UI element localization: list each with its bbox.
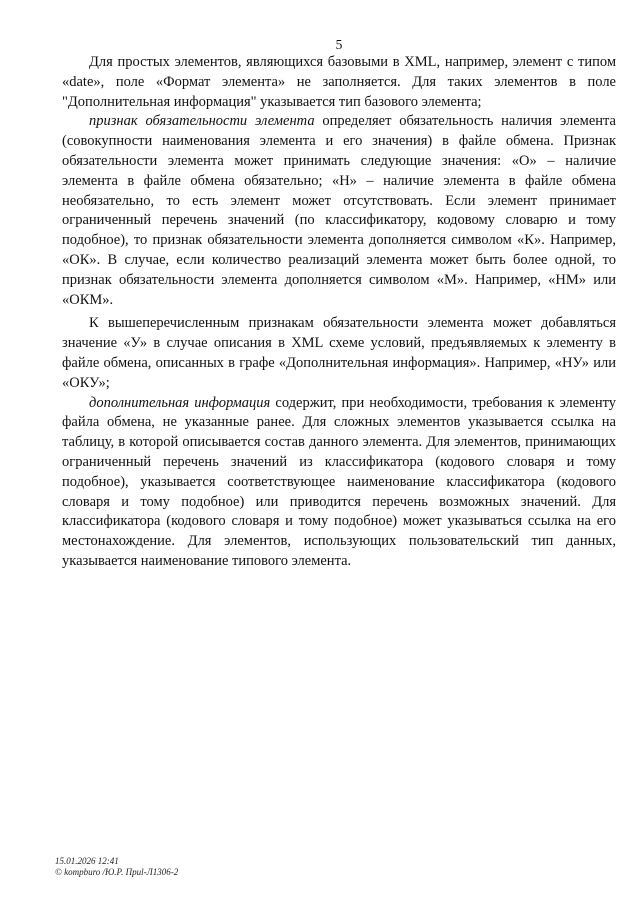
footer-timestamp: 15.01.2026 12:41 <box>55 856 119 866</box>
paragraph-mandatory-flag <box>62 112 616 310</box>
page-number: 5 <box>335 37 343 52</box>
term-additional-info: дополнительная информация <box>89 394 271 411</box>
document-body <box>62 53 616 572</box>
additional-info-text: содержит, при необходимости, требования к элементу файла обмена, не указанные ранее. Для сложных элементов указывается ссылка на таблицу, в которой описывается состав данного элемента. Для элементов, принимающих ограниченный перечень значений из классификатора (кодового словаря и тому подобное), указывается соответствующее наименование классификатора (кодового словаря и тому подобное) или приводится перечень возможных значений. Для классификатора (кодового словаря и тому подобное) может указываться ссылка на его местонахождение. Для элементов, использующих пользовательский тип данных, указывается наименование типового элемента. <box>62 394 616 569</box>
paragraph-additional-info <box>62 394 616 572</box>
paragraph-condition-flag: К вышеперечисленным признакам обязательности элемента может добавляться значение «У» в случае описания в XML схеме условий, предъявляемых к элементу в файле обмена, описанных в графе «Дополнительная информация». Например, «НУ» или «ОКУ»; <box>62 315 616 391</box>
document-footer <box>55 856 178 878</box>
paragraph-simple-elements: Для простых элементов, являющихся базовыми в XML, например, элемент с типом «date», поле «Формат элемента» не заполняется. Для таких элементов в поле "Дополнительная информация" указывается тип базового элемента; <box>62 54 616 110</box>
mandatory-flag-text: определяет обязательность наличия элемента (совокупности наименования элемента и его значения) в файле обмена. Признак обязательности элемента может принимать следующие значения: «О» – наличие элемента в файле обмена обязательно; «Н» – наличие элемента в файле обмена необязательно, то есть элемент может отсутствовать. Если элемент принимает ограниченный перечень значений (по классификатору, кодовому словарю и тому подобное), то признак обязательности элемента дополняется символом «К». Например, «ОК». В случае, если количество реализаций элемента может быть более одной, то признак обязательности элемента дополняется символом «М». Например, «НМ» или «ОКМ». <box>62 113 616 308</box>
footer-reference: © kompburo /Ю.Р. Приl-Л1306-2 <box>55 867 179 877</box>
term-mandatory-flag: признак обязательности элемента <box>89 113 315 130</box>
